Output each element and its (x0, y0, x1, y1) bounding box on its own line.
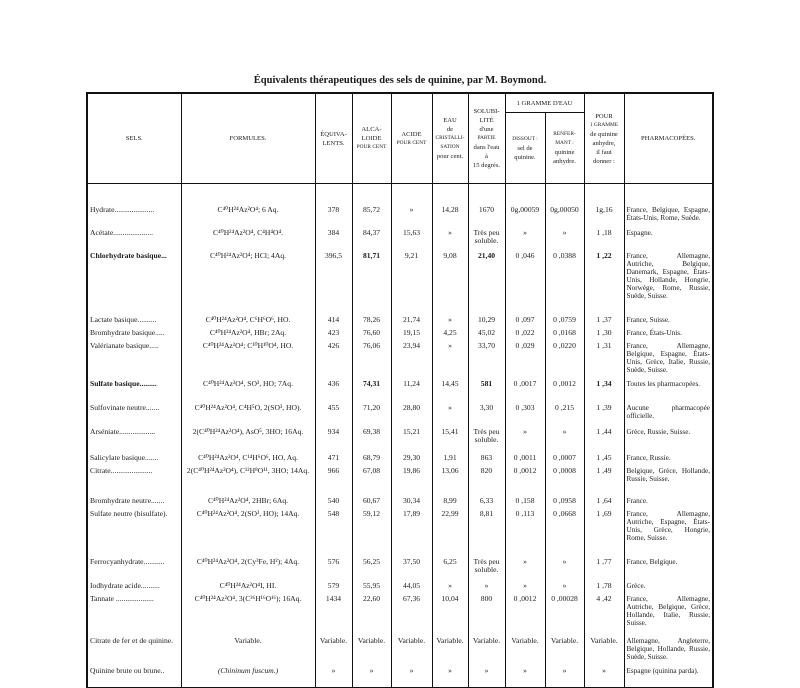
eau-cell: 6,25 (432, 550, 468, 578)
sel-cell: Bromhydrate basique..... (87, 326, 181, 339)
dissout-cell: » (505, 226, 545, 249)
pharmacopees-cell: France, Allemagne, Autriche, Belgique, Danemark, Espagne, États-Unis, Hollande, Hongrie, Norwège, Rome, Russie, Suède, Suisse. (624, 249, 713, 300)
dissout-cell: Variable. (505, 633, 545, 665)
eau-cell: 15,41 (432, 424, 468, 450)
alcaloide-cell: » (352, 665, 391, 688)
header-formules: FORMULES. (181, 93, 315, 184)
header-solubilite: SOLUBI- LITÉ d'une PARTIE dans l'eau à 15 degrés. (468, 93, 505, 184)
formula-cell: C⁴⁰H²⁴Az²O⁴; C¹⁰H¹⁰O⁴, HO. (181, 339, 315, 374)
renferment-cell: 0 ,0668 (545, 507, 584, 550)
pour-gramme-cell: 1 ,39 (584, 400, 624, 424)
equivalent-cell: 966 (315, 464, 352, 491)
formula-cell: C⁴⁰H²⁴Az²O⁴, 2(Cy³Fe, H²); 4Aq. (181, 550, 315, 578)
formula-cell: C⁴⁰H²⁴Az²O⁴, C⁴H⁴O⁴. (181, 226, 315, 249)
renferment-cell: 0 ,0220 (545, 339, 584, 374)
solubilite-cell: 581 (468, 374, 505, 400)
acide-cell: 67,36 (391, 592, 432, 633)
equivalent-cell: 384 (315, 226, 352, 249)
acide-cell: 29,30 (391, 450, 432, 464)
acide-cell: 9,21 (391, 249, 432, 300)
pharmacopees-cell: Grèce. (624, 578, 713, 592)
sel-cell: Tannate .................... (87, 592, 181, 633)
header-gramme-group: 1 GRAMME D'EAU (505, 93, 584, 113)
equivalent-cell: » (315, 665, 352, 688)
alcaloide-cell: 67,08 (352, 464, 391, 491)
renferment-cell: » (545, 226, 584, 249)
alcaloide-cell: 84,37 (352, 226, 391, 249)
formula-cell: 2(C⁴⁰H²⁴Az²O⁴), C¹²H⁸O¹¹, 3HO; 14Aq. (181, 464, 315, 491)
pour-gramme-cell: 4 ,42 (584, 592, 624, 633)
equivalent-cell: 548 (315, 507, 352, 550)
solubilite-cell: » (468, 665, 505, 688)
equivalent-cell: 414 (315, 300, 352, 326)
pour-gramme-cell: Variable. (584, 633, 624, 665)
dissout-cell: 0 ,022 (505, 326, 545, 339)
table-row (87, 578, 713, 592)
table-row (87, 450, 713, 464)
renferment-cell: 0 ,0958 (545, 491, 584, 507)
pharmacopees-cell: France. (624, 491, 713, 507)
solubilite-cell: Variable. (468, 633, 505, 665)
sel-cell: Salicylate basique....... (87, 450, 181, 464)
pour-gramme-cell: » (584, 665, 624, 688)
equivalent-cell: 471 (315, 450, 352, 464)
table-row (87, 339, 713, 374)
equivalent-cell: 426 (315, 339, 352, 374)
sel-cell: Sulfate basique......... (87, 374, 181, 400)
renferment-cell: » (545, 424, 584, 450)
acide-cell: » (391, 184, 432, 227)
acide-cell: 44,05 (391, 578, 432, 592)
formula-cell: 2(C⁴⁰H²⁴Az²O⁴), AsO⁵, 3HO; 16Aq. (181, 424, 315, 450)
acide-cell: 21,74 (391, 300, 432, 326)
pour-gramme-cell: 1 ,78 (584, 578, 624, 592)
alcaloide-cell: 59,12 (352, 507, 391, 550)
acide-cell: Variable. (391, 633, 432, 665)
equivalent-cell: 396,5 (315, 249, 352, 300)
solubilite-cell: Très peu soluble. (468, 424, 505, 450)
table-row (87, 326, 713, 339)
alcaloide-cell: 55,95 (352, 578, 391, 592)
dissout-cell: 0 ,046 (505, 249, 545, 300)
formula-cell: C⁴⁰H²⁴Az²O⁴, HBr; 2Aq. (181, 326, 315, 339)
pour-gramme-cell: 1 ,18 (584, 226, 624, 249)
eau-cell: 10,04 (432, 592, 468, 633)
formula-cell: Variable. (181, 633, 315, 665)
sel-cell: Bromhydrate neutre....... (87, 491, 181, 507)
sel-cell: Citrate de fer et de quinine. (87, 633, 181, 665)
pour-gramme-cell: 1 ,44 (584, 424, 624, 450)
eau-cell: 1,91 (432, 450, 468, 464)
equivalent-cell: 455 (315, 400, 352, 424)
sel-cell: Quinine brute ou brune.. (87, 665, 181, 688)
eau-cell: Variable. (432, 633, 468, 665)
dissout-cell: 0 ,029 (505, 339, 545, 374)
pharmacopees-cell: Toutes les pharmacopées. (624, 374, 713, 400)
table-row (87, 592, 713, 633)
table-row (87, 633, 713, 665)
table-row (87, 550, 713, 578)
renferment-cell: 0 ,0012 (545, 374, 584, 400)
eau-cell: 14,28 (432, 184, 468, 227)
dissout-cell: 0 ,0011 (505, 450, 545, 464)
alcaloide-cell: 76,06 (352, 339, 391, 374)
sel-cell: Ferrocyanhydrate........... (87, 550, 181, 578)
sel-cell: Acétate..................... (87, 226, 181, 249)
pour-gramme-cell: 1 ,37 (584, 300, 624, 326)
header-eau: EAU de CRISTALLI- SATION pour cent. (432, 93, 468, 184)
alcaloide-cell: Variable. (352, 633, 391, 665)
formula-cell: (Chininum fuscum.) (181, 665, 315, 688)
alcaloide-cell: 60,67 (352, 491, 391, 507)
pharmacopees-cell: France, Russie. (624, 450, 713, 464)
solubilite-cell: Très peu soluble. (468, 226, 505, 249)
solubilite-cell: 1670 (468, 184, 505, 227)
pour-gramme-cell: 1 ,30 (584, 326, 624, 339)
pharmacopees-cell: Aucune pharmacopée officielle. (624, 400, 713, 424)
header-equivalents: ÉQUIVA- LENTS. (315, 93, 352, 184)
formula-cell: C⁴⁰H²⁴Az²O⁴; 6 Aq. (181, 184, 315, 227)
formula-cell: C⁴⁰H²⁴Az²O⁴, C⁴H⁵O, 2(SO³, HO). (181, 400, 315, 424)
acide-cell: 19,86 (391, 464, 432, 491)
acide-cell: 19,15 (391, 326, 432, 339)
renferment-cell: 0 ,0759 (545, 300, 584, 326)
acide-cell: 28,80 (391, 400, 432, 424)
table-row (87, 300, 713, 326)
alcaloide-cell: 78,26 (352, 300, 391, 326)
solubilite-cell: Très peu soluble. (468, 550, 505, 578)
equivalent-cell: 934 (315, 424, 352, 450)
pour-gramme-cell: 1 ,22 (584, 249, 624, 300)
pour-gramme-cell: 1 ,31 (584, 339, 624, 374)
pharmacopees-cell: France, Belgique. (624, 550, 713, 578)
sel-cell: Sulfate neutre (bisulfate). (87, 507, 181, 550)
table-body (87, 184, 713, 688)
equivalent-cell: 579 (315, 578, 352, 592)
renferment-cell: » (545, 578, 584, 592)
renferment-cell: 0 ,0168 (545, 326, 584, 339)
alcaloide-cell: 81,71 (352, 249, 391, 300)
pharmacopees-cell: Espagne (quinina parda). (624, 665, 713, 688)
renferment-cell: » (545, 550, 584, 578)
header-dissout: DISSOUT : sel de quinine. (505, 113, 545, 184)
pour-gramme-cell: 1 ,77 (584, 550, 624, 578)
table-row (87, 464, 713, 491)
dissout-cell: 0 ,113 (505, 507, 545, 550)
alcaloide-cell: 71,20 (352, 400, 391, 424)
header-pharmacopees: PHARMACOPÉES. (624, 93, 713, 184)
table-row (87, 665, 713, 688)
pharmacopees-cell: France, États-Unis. (624, 326, 713, 339)
eau-cell: 22,99 (432, 507, 468, 550)
alcaloide-cell: 68,79 (352, 450, 391, 464)
solubilite-cell: 10,29 (468, 300, 505, 326)
dissout-cell: 0 ,0012 (505, 464, 545, 491)
equivalent-cell: 423 (315, 326, 352, 339)
dissout-cell: 0 ,158 (505, 491, 545, 507)
solubilite-cell: 6,33 (468, 491, 505, 507)
dissout-cell: 0 ,0012 (505, 592, 545, 633)
sel-cell: Lactate basique.......... (87, 300, 181, 326)
pharmacopees-cell: Allemagne, Angleterre, Belgique, Hollande, Russie, Suède, Suisse. (624, 633, 713, 665)
formula-cell: C⁴⁰H²⁴Az²O⁴I, HI. (181, 578, 315, 592)
acide-cell: 15,21 (391, 424, 432, 450)
solubilite-cell: 8,81 (468, 507, 505, 550)
pharmacopees-cell: Espagne. (624, 226, 713, 249)
formula-cell: C⁴⁰H²⁴Az²O⁴, 2(SO³, HO); 14Aq. (181, 507, 315, 550)
alcaloide-cell: 22,60 (352, 592, 391, 633)
eau-cell: » (432, 339, 468, 374)
solubilite-cell: 820 (468, 464, 505, 491)
alcaloide-cell: 69,38 (352, 424, 391, 450)
pharmacopees-cell: France, Suisse. (624, 300, 713, 326)
solubilite-cell: 863 (468, 450, 505, 464)
eau-cell: » (432, 226, 468, 249)
equivalent-cell: 378 (315, 184, 352, 227)
dissout-cell: » (505, 424, 545, 450)
equivalent-cell: 540 (315, 491, 352, 507)
solubilite-cell: 3,30 (468, 400, 505, 424)
equivalent-cell: 436 (315, 374, 352, 400)
pharmacopees-cell: France, Allemagne, Autriche, Espagne, États-Unis, Grèce, Hongrie, Rome, Suisse. (624, 507, 713, 550)
eau-cell: » (432, 300, 468, 326)
renferment-cell: 0 ,0008 (545, 464, 584, 491)
formula-cell: C⁴⁰H²⁴Az²O⁴, 3(C³⁶H¹⁶O¹⁶); 16Aq. (181, 592, 315, 633)
header-renferment: RENFER- MANT : quinine anhydre. (545, 113, 584, 184)
header-sels: SELS. (87, 93, 181, 184)
table-row (87, 424, 713, 450)
solubilite-cell: 45,02 (468, 326, 505, 339)
formula-cell: C⁴⁰H²⁴Az²O⁴; HCl; 4Aq. (181, 249, 315, 300)
acide-cell: 23,94 (391, 339, 432, 374)
renferment-cell: 0 ,0388 (545, 249, 584, 300)
equivalent-cell: Variable. (315, 633, 352, 665)
formula-cell: C⁴⁰H²⁴Az²O⁴, C¹⁴H⁶O⁶, HO, Aq. (181, 450, 315, 464)
pour-gramme-cell: 1 ,34 (584, 374, 624, 400)
dissout-cell: 0 ,303 (505, 400, 545, 424)
table-row (87, 491, 713, 507)
pour-gramme-cell: 1g,16 (584, 184, 624, 227)
alcaloide-cell: 74,31 (352, 374, 391, 400)
alcaloide-cell: 56,25 (352, 550, 391, 578)
header-pour-gramme: POUR 1 GRAMME de quinine anhydre, il faut donner : (584, 93, 624, 184)
table-row (87, 400, 713, 424)
eau-cell: 13,06 (432, 464, 468, 491)
alcaloide-cell: 76,60 (352, 326, 391, 339)
pharmacopees-cell: Belgique, Grèce, Hollande, Russie, Suisse. (624, 464, 713, 491)
sel-cell: Chlorhydrate basique... (87, 249, 181, 300)
renferment-cell: 0g,00050 (545, 184, 584, 227)
header-acide: ACIDE POUR CENT (391, 93, 432, 184)
renferment-cell: » (545, 665, 584, 688)
table-row (87, 249, 713, 300)
renferment-cell: 0 ,215 (545, 400, 584, 424)
formula-cell: C⁴⁰H²⁴Az²O⁴, C⁶H⁶O⁶, HO. (181, 300, 315, 326)
sel-cell: Iodhydrate acide.......... (87, 578, 181, 592)
pour-gramme-cell: 1 ,45 (584, 450, 624, 464)
eau-cell: 9,08 (432, 249, 468, 300)
alcaloide-cell: 85,72 (352, 184, 391, 227)
dissout-cell: 0g,00059 (505, 184, 545, 227)
acide-cell: 15,63 (391, 226, 432, 249)
solubilite-cell: » (468, 578, 505, 592)
pour-gramme-cell: 1 ,49 (584, 464, 624, 491)
solubilite-cell: 800 (468, 592, 505, 633)
acide-cell: 17,89 (391, 507, 432, 550)
acide-cell: » (391, 665, 432, 688)
pharmacopees-cell: France, Allemagne, Belgique, Espagne, États-Unis, Grèce, Italie, Russie, Suède, Suisse. (624, 339, 713, 374)
page-title: Équivalents thérapeutiques des sels de quinine, par M. Boymond. (253, 75, 547, 86)
dissout-cell: 0 ,0017 (505, 374, 545, 400)
quinine-salts-table (86, 92, 714, 688)
solubilite-cell: 21,40 (468, 249, 505, 300)
equivalent-cell: 576 (315, 550, 352, 578)
dissout-cell: » (505, 550, 545, 578)
eau-cell: » (432, 578, 468, 592)
renferment-cell: 0 ,00028 (545, 592, 584, 633)
pour-gramme-cell: 1 ,69 (584, 507, 624, 550)
sel-cell: Arséniate................... (87, 424, 181, 450)
table-row (87, 507, 713, 550)
solubilite-cell: 33,70 (468, 339, 505, 374)
table-row (87, 184, 713, 227)
table-row (87, 226, 713, 249)
sel-cell: Valérianate basique..... (87, 339, 181, 374)
eau-cell: » (432, 400, 468, 424)
eau-cell: 4,25 (432, 326, 468, 339)
formula-cell: C⁴⁰H²⁴Az²O⁴, SO³, HO; 7Aq. (181, 374, 315, 400)
renferment-cell: Variable. (545, 633, 584, 665)
table-row (87, 374, 713, 400)
eau-cell: 8,99 (432, 491, 468, 507)
eau-cell: 14,45 (432, 374, 468, 400)
pharmacopees-cell: Grèce, Russie, Suisse. (624, 424, 713, 450)
acide-cell: 30,34 (391, 491, 432, 507)
dissout-cell: » (505, 578, 545, 592)
dissout-cell: » (505, 665, 545, 688)
sel-cell: Sulfovinate neutre....... (87, 400, 181, 424)
formula-cell: C⁴⁰H²⁴Az²O⁴, 2HBr; 6Aq. (181, 491, 315, 507)
eau-cell: » (432, 665, 468, 688)
pharmacopees-cell: France, Allemagne, Autriche, Belgique, Grèce, Hollande, Italie, Russie, Suisse. (624, 592, 713, 633)
sel-cell: Citrate...................... (87, 464, 181, 491)
sel-cell: Hydrate..................... (87, 184, 181, 227)
renferment-cell: 0 ,0007 (545, 450, 584, 464)
pharmacopees-cell: France, Belgique, Espagne, États-Unis, Rome, Suède. (624, 184, 713, 227)
acide-cell: 37,50 (391, 550, 432, 578)
header-alcaloide: ALCA- LOIDE POUR CENT (352, 93, 391, 184)
dissout-cell: 0 ,097 (505, 300, 545, 326)
acide-cell: 11,24 (391, 374, 432, 400)
equivalent-cell: 1434 (315, 592, 352, 633)
pour-gramme-cell: 1 ,64 (584, 491, 624, 507)
